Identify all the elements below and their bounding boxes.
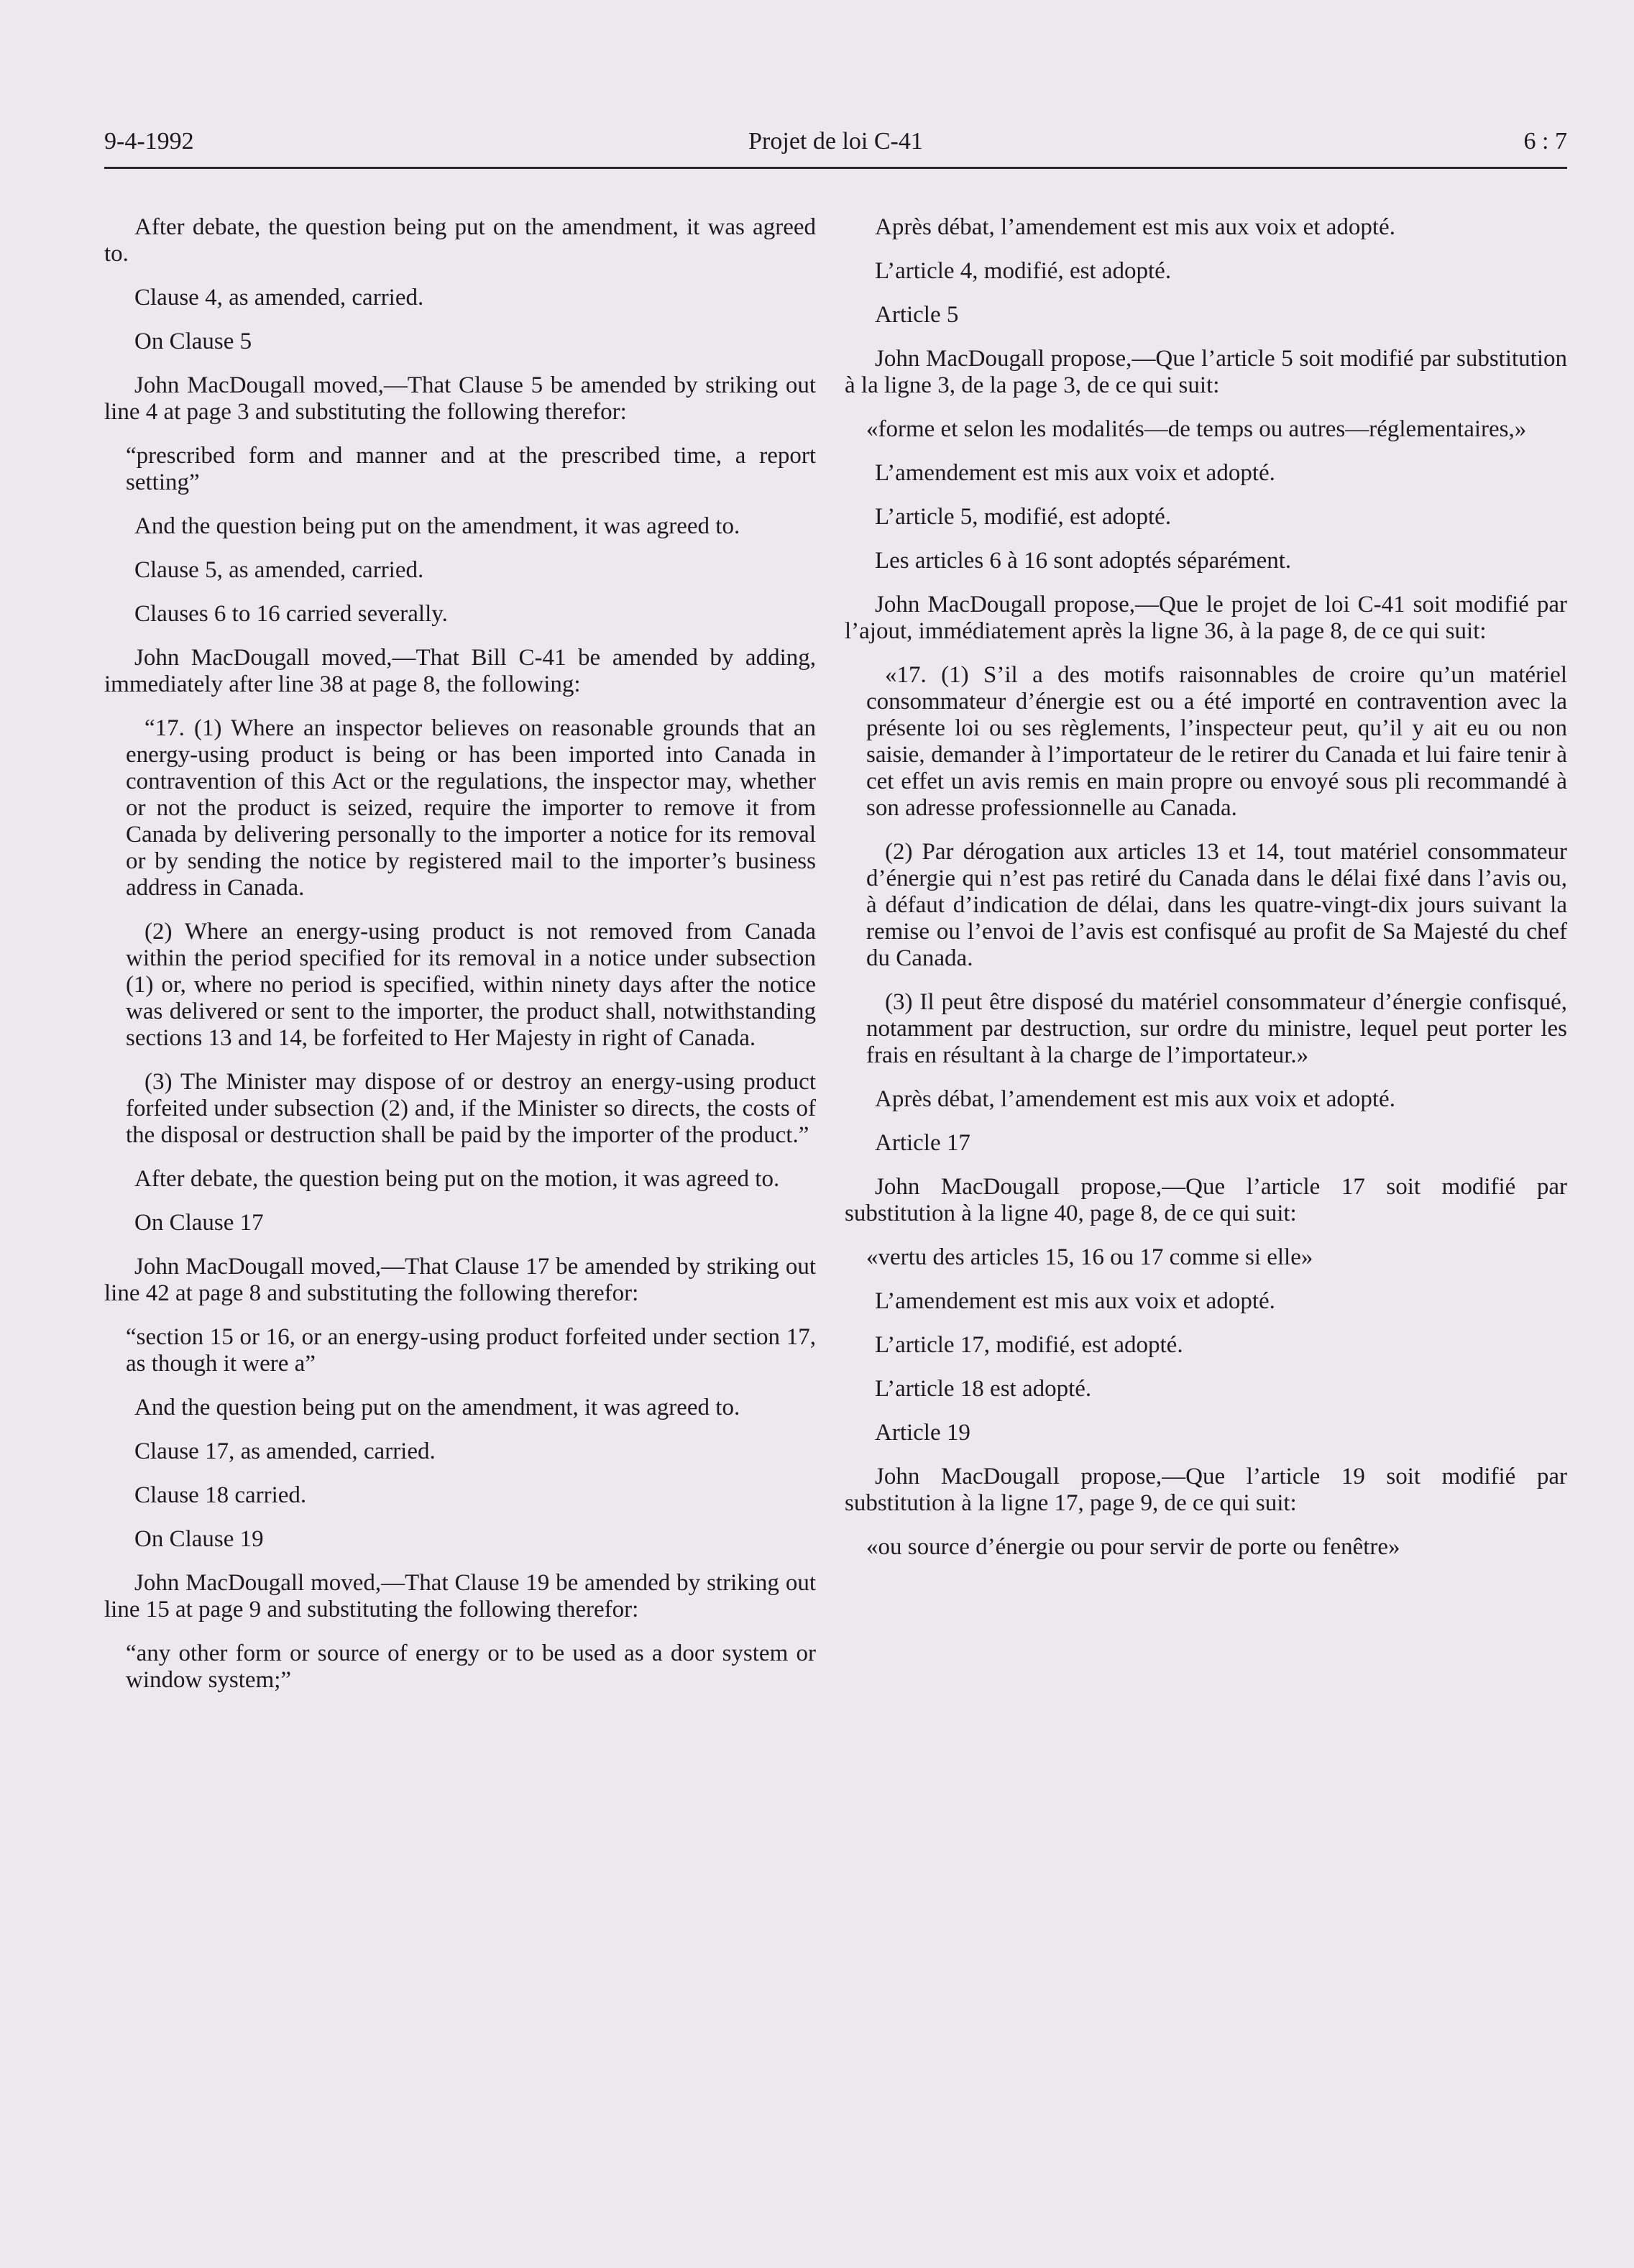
french-paragraph: L’article 17, modifié, est adopté. bbox=[875, 1332, 1183, 1358]
french-paragraph: John MacDougall propose,—Que l’article 19 soit modifié par substitution à la ligne 17, page 9, de ce qui suit: bbox=[845, 1464, 1567, 1516]
english-paragraph: “prescribed form and manner and at the prescribed time, a report setting” bbox=[126, 443, 816, 495]
english-paragraph: Clause 17, as amended, carried. bbox=[134, 1438, 436, 1464]
french-paragraph: L’article 4, modifié, est adopté. bbox=[875, 258, 1172, 284]
english-paragraph: On Clause 19 bbox=[134, 1526, 264, 1552]
english-paragraph: And the question being put on the amendment, it was agreed to. bbox=[134, 513, 740, 539]
english-column bbox=[104, 214, 816, 1711]
french-paragraph: «forme et selon les modalités—de temps ou autres—réglementaires,» bbox=[866, 416, 1527, 442]
french-paragraph: L’article 5, modifié, est adopté. bbox=[875, 504, 1172, 530]
english-paragraph: (3) The Minister may dispose of or destroy an energy-using product forfeited under subsection (2) and, if the Minister so directs, the costs of the disposal or destruction shall be paid by the importer of the product.” bbox=[126, 1069, 816, 1148]
french-paragraph: L’amendement est mis aux voix et adopté. bbox=[875, 1288, 1275, 1314]
page-header bbox=[104, 124, 1567, 164]
english-paragraph: After debate, the question being put on the amendment, it was agreed to. bbox=[104, 214, 816, 267]
english-paragraph: “any other form or source of energy or to be used as a door system or window system;” bbox=[126, 1640, 816, 1693]
header-title: Projet de loi C-41 bbox=[748, 128, 923, 155]
english-paragraph: Clause 18 carried. bbox=[134, 1482, 307, 1508]
header-rule bbox=[104, 167, 1567, 169]
english-paragraph: “section 15 or 16, or an energy-using product forfeited under section 17, as though it were a” bbox=[126, 1324, 816, 1377]
french-paragraph: Article 17 bbox=[875, 1130, 970, 1156]
english-paragraph: And the question being put on the amendment, it was agreed to. bbox=[134, 1395, 740, 1420]
english-paragraph: Clause 4, as amended, carried. bbox=[134, 285, 424, 311]
english-paragraph: John MacDougall moved,—That Clause 5 be amended by striking out line 4 at page 3 and substituting the following therefor: bbox=[104, 372, 816, 425]
french-paragraph: L’article 18 est adopté. bbox=[875, 1376, 1092, 1402]
french-paragraph: «vertu des articles 15, 16 ou 17 comme si elle» bbox=[866, 1244, 1313, 1270]
french-paragraph: «ou source d’énergie ou pour servir de porte ou fenêtre» bbox=[866, 1534, 1400, 1560]
english-paragraph: On Clause 17 bbox=[134, 1210, 264, 1236]
english-paragraph: Clause 5, as amended, carried. bbox=[134, 557, 424, 583]
french-paragraph: John MacDougall propose,—Que le projet de loi C-41 soit modifié par l’ajout, immédiatement après la ligne 36, à la page 8, de ce qui suit: bbox=[845, 592, 1567, 644]
french-paragraph: L’amendement est mis aux voix et adopté. bbox=[875, 460, 1275, 486]
english-paragraph: John MacDougall moved,—That Clause 19 be amended by striking out line 15 at page 9 and substituting the following therefor: bbox=[104, 1570, 816, 1622]
english-paragraph: (2) Where an energy-using product is not removed from Canada within the period specified for its removal in a notice under subsection (1) or, where no period is specified, within ninety days after the notice was delivered or sent to the importer, the product shall, notwithstanding sections 13 and 14, be forfeited to Her Majesty in right of Canada. bbox=[126, 919, 816, 1051]
english-paragraph: John MacDougall moved,—That Clause 17 be amended by striking out line 42 at page 8 and substituting the following therefor: bbox=[104, 1254, 816, 1306]
french-paragraph: «17. (1) S’il a des motifs raisonnables de croire qu’un matériel consommateur d’énergie est ou a été importé en contravention avec la présente loi ou ses règlements, l’inspecteur peut, qu’il y ait eu ou non saisie, demander à l’importateur de le retirer du Canada et lui faire tenir à cet effet un avis remis en main propre ou envoyé sous pli recommandé à son adresse professionnelle au Canada. bbox=[866, 662, 1567, 821]
header-page-number: 6 : 7 bbox=[1523, 128, 1567, 155]
french-column bbox=[845, 214, 1567, 1578]
french-paragraph: Après débat, l’amendement est mis aux voix et adopté. bbox=[875, 1086, 1395, 1112]
header-date: 9-4-1992 bbox=[104, 128, 194, 155]
french-paragraph: John MacDougall propose,—Que l’article 17 soit modifié par substitution à la ligne 40, page 8, de ce qui suit: bbox=[845, 1174, 1567, 1226]
french-paragraph: Les articles 6 à 16 sont adoptés séparément. bbox=[875, 548, 1292, 574]
french-paragraph: (2) Par dérogation aux articles 13 et 14, tout matériel consommateur d’énergie qui n’est pas retiré du Canada dans le délai fixé dans l’avis ou, à défaut d’indication de délai, dans les quatre-vingt-dix jours suivant la remise ou l’envoi de l’avis est confisqué au profit de Sa Majesté du chef du Canada. bbox=[866, 839, 1567, 971]
french-paragraph: John MacDougall propose,—Que l’article 5 soit modifié par substitution à la ligne 3, de la page 3, de ce qui suit: bbox=[845, 346, 1567, 398]
english-paragraph: John MacDougall moved,—That Bill C-41 be amended by adding, immediately after line 38 at page 8, the following: bbox=[104, 645, 816, 697]
english-paragraph: On Clause 5 bbox=[134, 329, 252, 354]
french-paragraph: Article 5 bbox=[875, 302, 959, 328]
french-paragraph: Article 19 bbox=[875, 1420, 970, 1446]
english-paragraph: Clauses 6 to 16 carried severally. bbox=[134, 601, 448, 627]
english-paragraph: “17. (1) Where an inspector believes on reasonable grounds that an energy-using product is being or has been imported into Canada in contravention of this Act or the regulations, the inspector may, whether or not the product is seized, require the importer to remove it from Canada by delivering personally to the importer a notice for its removal or by sending the notice by registered mail to the importer’s business address in Canada. bbox=[126, 715, 816, 901]
english-paragraph: After debate, the question being put on the motion, it was agreed to. bbox=[134, 1166, 780, 1192]
french-paragraph: (3) Il peut être disposé du matériel consommateur d’énergie confisqué, notamment par destruction, sur ordre du ministre, lequel peut porter les frais en résultant à la charge de l’importateur.» bbox=[866, 989, 1567, 1068]
french-paragraph: Après débat, l’amendement est mis aux voix et adopté. bbox=[875, 214, 1395, 240]
